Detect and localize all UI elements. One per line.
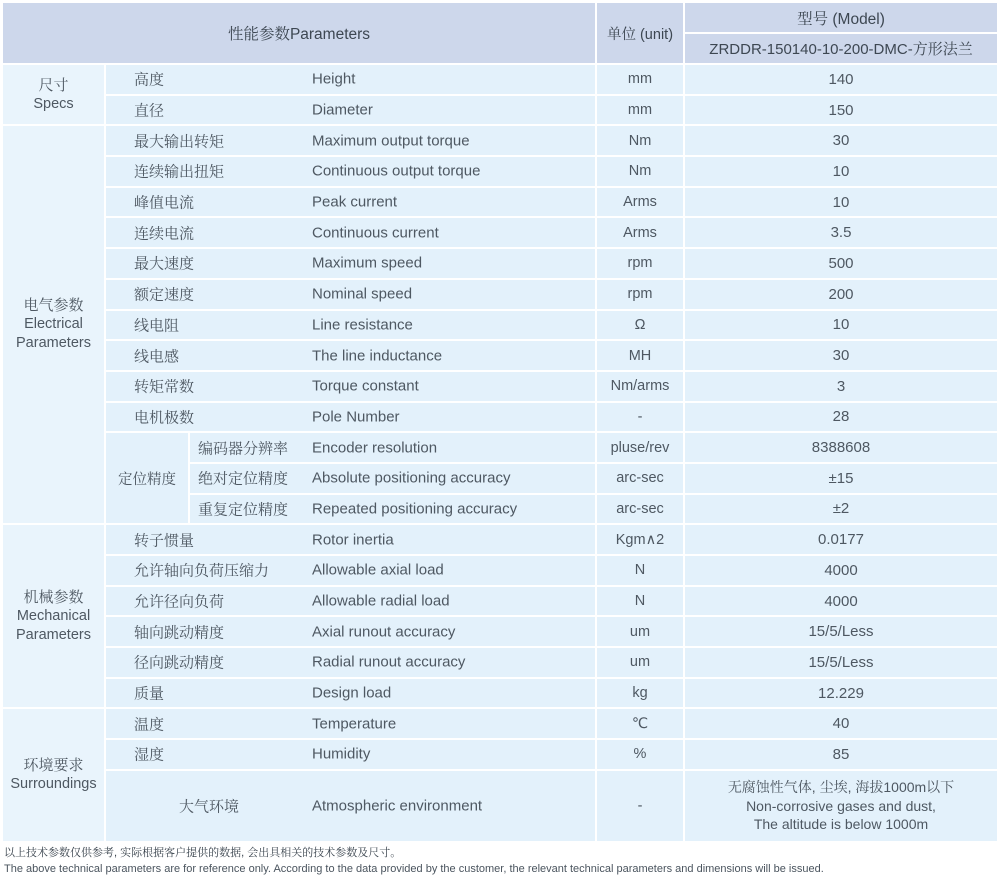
spec-table	[3, 3, 997, 841]
value-cell	[685, 556, 997, 585]
row-label-cell	[106, 740, 595, 769]
row-label-en: Maximum output torque	[312, 132, 470, 150]
unit-cell	[597, 311, 683, 340]
row-label-en: Peak current	[312, 193, 398, 211]
row-label-cell	[106, 96, 595, 125]
header-parameters-cell	[3, 3, 595, 63]
unit-value: um	[629, 623, 651, 640]
row-label-zh: 允许轴向负荷压缩力	[134, 562, 270, 580]
unit-value: ℃	[631, 715, 649, 732]
unit-value: arc-sec	[616, 500, 664, 517]
row-label-zh: 直径	[134, 102, 165, 120]
row-label-en: Rotor inertia	[312, 531, 394, 549]
value-cell	[685, 280, 997, 309]
row-label-en: Temperature	[312, 715, 397, 733]
unit-value: -	[637, 797, 643, 814]
row-label-zh: 线电阻	[134, 317, 180, 335]
cell-value: 150	[828, 101, 854, 119]
unit-value: Ω	[634, 316, 646, 333]
unit-value: %	[633, 746, 647, 763]
unit-value: MH	[628, 347, 652, 364]
unit-value: N	[634, 593, 646, 610]
value-cell	[685, 771, 997, 841]
row-label-cell	[106, 648, 595, 677]
row-label-en: Continuous output torque	[312, 162, 481, 180]
footnote-en: The above technical parameters are for reference only. According to the data provided by the customer, the relevant technical parameters and dimensions will be issued.	[4, 863, 824, 875]
section-label-en: Electrical Parameters	[16, 316, 91, 352]
header-model-label: 型号 (Model)	[797, 10, 885, 28]
row-label-en: Radial runout accuracy	[312, 653, 466, 671]
cell-value: ±15	[828, 469, 854, 487]
unit-cell	[597, 617, 683, 646]
value-cell	[685, 188, 997, 217]
unit-cell	[597, 587, 683, 616]
footnote	[4, 845, 824, 877]
row-label-cell	[106, 218, 595, 247]
row-label-en: Humidity	[312, 745, 371, 763]
unit-cell	[597, 525, 683, 554]
header-parameters-label: 性能参数Parameters	[227, 26, 371, 43]
row-label-zh: 高度	[134, 71, 165, 89]
row-label-cell	[106, 311, 595, 340]
cell-value: 140	[828, 70, 854, 88]
row-label-en: Pole Number	[312, 408, 400, 426]
unit-value: pluse/rev	[610, 439, 670, 456]
row-label-cell	[106, 188, 595, 217]
unit-value: Nm/arms	[610, 378, 670, 395]
row-label-cell	[106, 709, 595, 738]
value-cell	[685, 249, 997, 278]
section-label-en: Specs	[33, 95, 74, 112]
section-label-en: Mechanical Parameters	[16, 607, 91, 643]
value-line: 无腐蚀性气体, 尘埃, 海拔1000m以下	[727, 779, 955, 796]
row-label-zh: 电机极数	[134, 409, 195, 427]
unit-value: Nm	[628, 132, 652, 149]
row-label-en: Diameter	[312, 101, 373, 119]
row-label-cell	[190, 495, 595, 524]
section-label-zh: 尺寸	[38, 76, 69, 94]
unit-cell	[597, 280, 683, 309]
value-cell	[685, 403, 997, 432]
unit-value: mm	[627, 102, 653, 119]
row-label-zh: 转矩常数	[134, 378, 195, 396]
unit-value: Nm	[628, 163, 652, 180]
unit-cell	[597, 556, 683, 585]
value-cell	[685, 96, 997, 125]
value-cell	[685, 157, 997, 186]
row-label-zh: 轴向跳动精度	[134, 624, 225, 642]
value-cell	[685, 709, 997, 738]
row-label-zh: 温度	[134, 716, 165, 734]
value-cell	[685, 495, 997, 524]
cell-value: 15/5/Less	[808, 653, 874, 671]
row-label-zh: 大气环境	[178, 798, 239, 816]
section-cell	[3, 709, 104, 840]
unit-cell	[597, 188, 683, 217]
header-model-number-cell	[685, 34, 997, 63]
section-cell	[3, 126, 104, 523]
row-label-en: Torque constant	[312, 377, 419, 395]
unit-value: rpm	[627, 255, 653, 272]
cell-value: 10	[832, 193, 850, 211]
row-label-en: Encoder resolution	[312, 439, 438, 457]
value-cell	[685, 740, 997, 769]
unit-value: Kgm∧2	[615, 531, 665, 548]
cell-value: 4000	[824, 561, 858, 579]
unit-cell	[597, 740, 683, 769]
cell-value: 3.5	[830, 224, 852, 242]
value-cell	[685, 679, 997, 708]
row-label-zh: 允许径向负荷	[134, 593, 225, 611]
cell-value: 0.0177	[818, 531, 864, 549]
header-model-cell	[685, 3, 997, 32]
unit-cell	[597, 464, 683, 493]
value-line: Non-corrosive gases and dust,	[746, 797, 936, 814]
unit-value: kg	[632, 685, 648, 702]
row-label-en: Allowable axial load	[312, 561, 444, 579]
cell-value: 8388608	[811, 439, 871, 457]
unit-cell	[597, 771, 683, 841]
row-label-en: Maximum speed	[312, 254, 423, 272]
cell-value: 28	[832, 408, 850, 426]
row-label-en: Absolute positioning accuracy	[312, 469, 511, 487]
row-label-zh: 重复定位精度	[198, 501, 289, 519]
row-label-en: Continuous current	[312, 224, 439, 242]
section-label-zh: 环境要求	[23, 757, 84, 775]
row-label-en: Atmospheric environment	[312, 797, 483, 815]
row-label-cell	[190, 464, 595, 493]
row-label-en: The line inductance	[312, 347, 443, 365]
row-label-zh: 绝对定位精度	[198, 470, 289, 488]
value-cell	[685, 617, 997, 646]
row-label-en: Nominal speed	[312, 285, 413, 303]
section-cell	[3, 525, 104, 707]
row-label-cell	[106, 556, 595, 585]
row-label-cell	[106, 617, 595, 646]
unit-cell	[597, 157, 683, 186]
row-label-zh: 最大输出转矩	[134, 133, 225, 151]
row-label-zh: 湿度	[134, 746, 165, 764]
cell-value: 30	[832, 347, 850, 365]
row-label-cell	[106, 341, 595, 370]
cell-value: 40	[832, 715, 850, 733]
cell-value: 4000	[824, 592, 858, 610]
row-label-cell	[106, 372, 595, 401]
unit-cell	[597, 341, 683, 370]
value-cell	[685, 65, 997, 94]
row-label-cell	[190, 433, 595, 462]
row-label-cell	[106, 65, 595, 94]
unit-cell	[597, 126, 683, 155]
unit-value: mm	[627, 71, 653, 88]
value-line: The altitude is below 1000m	[753, 816, 929, 833]
unit-value: um	[629, 654, 651, 671]
unit-cell	[597, 679, 683, 708]
cell-value: 200	[828, 285, 854, 303]
row-label-cell	[106, 126, 595, 155]
row-label-cell	[106, 403, 595, 432]
unit-value: -	[637, 408, 643, 425]
value-cell	[685, 372, 997, 401]
unit-cell	[597, 96, 683, 125]
row-label-zh: 径向跳动精度	[134, 654, 225, 672]
cell-value: 10	[832, 162, 850, 180]
unit-cell	[597, 495, 683, 524]
unit-cell	[597, 218, 683, 247]
unit-cell	[597, 403, 683, 432]
value-cell	[685, 587, 997, 616]
section-label-zh: 机械参数	[23, 588, 84, 606]
unit-cell	[597, 433, 683, 462]
unit-cell	[597, 249, 683, 278]
row-label-zh: 连续电流	[134, 225, 195, 243]
group-label: 定位精度	[118, 471, 176, 488]
row-label-zh: 连续输出扭矩	[134, 163, 225, 181]
unit-cell	[597, 648, 683, 677]
value-cell	[685, 311, 997, 340]
unit-value: arc-sec	[616, 470, 664, 487]
value-cell	[685, 126, 997, 155]
cell-value: 85	[832, 745, 850, 763]
row-label-cell	[106, 249, 595, 278]
row-label-cell	[106, 157, 595, 186]
row-label-cell	[106, 280, 595, 309]
section-label-zh: 电气参数	[23, 297, 84, 315]
section-label-en: Surroundings	[10, 776, 97, 793]
row-label-zh: 最大速度	[134, 255, 195, 273]
row-label-cell	[106, 679, 595, 708]
value-cell	[685, 464, 997, 493]
cell-value: 15/5/Less	[808, 623, 874, 641]
value-cell	[685, 648, 997, 677]
row-label-en: Height	[312, 70, 356, 88]
row-label-zh: 线电感	[134, 348, 180, 366]
cell-value: 10	[832, 316, 850, 334]
cell-value: 500	[828, 254, 854, 272]
unit-value: rpm	[627, 286, 653, 303]
row-label-cell	[106, 525, 595, 554]
unit-value: Arms	[623, 194, 657, 211]
row-label-cell	[106, 587, 595, 616]
unit-cell	[597, 372, 683, 401]
row-label-zh: 转子惯量	[134, 532, 195, 550]
cell-value: ±2	[832, 500, 850, 518]
row-label-zh: 额定速度	[134, 286, 195, 304]
row-label-en: Design load	[312, 684, 392, 702]
value-cell	[685, 341, 997, 370]
unit-cell	[597, 709, 683, 738]
section-cell	[3, 65, 104, 124]
row-label-en: Line resistance	[312, 316, 413, 334]
row-label-cell	[106, 771, 595, 841]
header-unit-label: 单位 (unit)	[606, 26, 674, 43]
value-cell	[685, 433, 997, 462]
header-unit-cell	[597, 3, 683, 63]
row-label-en: Repeated positioning accuracy	[312, 500, 518, 518]
unit-value: N	[634, 562, 646, 579]
value-cell	[685, 218, 997, 247]
row-label-zh: 峰值电流	[134, 194, 195, 212]
footnote-zh: 以上技术参数仅供参考, 实际根据客户提供的数据, 会出具相关的技术参数及尺寸。	[4, 847, 402, 859]
row-label-en: Allowable radial load	[312, 592, 450, 610]
cell-value: 12.229	[818, 684, 864, 702]
unit-cell	[597, 65, 683, 94]
cell-value: 3	[836, 377, 846, 395]
value-cell	[685, 525, 997, 554]
row-label-zh: 质量	[134, 685, 165, 703]
row-label-en: Axial runout accuracy	[312, 623, 456, 641]
row-label-zh: 编码器分辨率	[198, 440, 289, 458]
cell-value: 30	[832, 132, 850, 150]
model-number: ZRDDR-150140-10-200-DMC-方形法兰	[709, 41, 973, 58]
unit-value: Arms	[623, 224, 657, 241]
group-cell	[106, 433, 188, 523]
